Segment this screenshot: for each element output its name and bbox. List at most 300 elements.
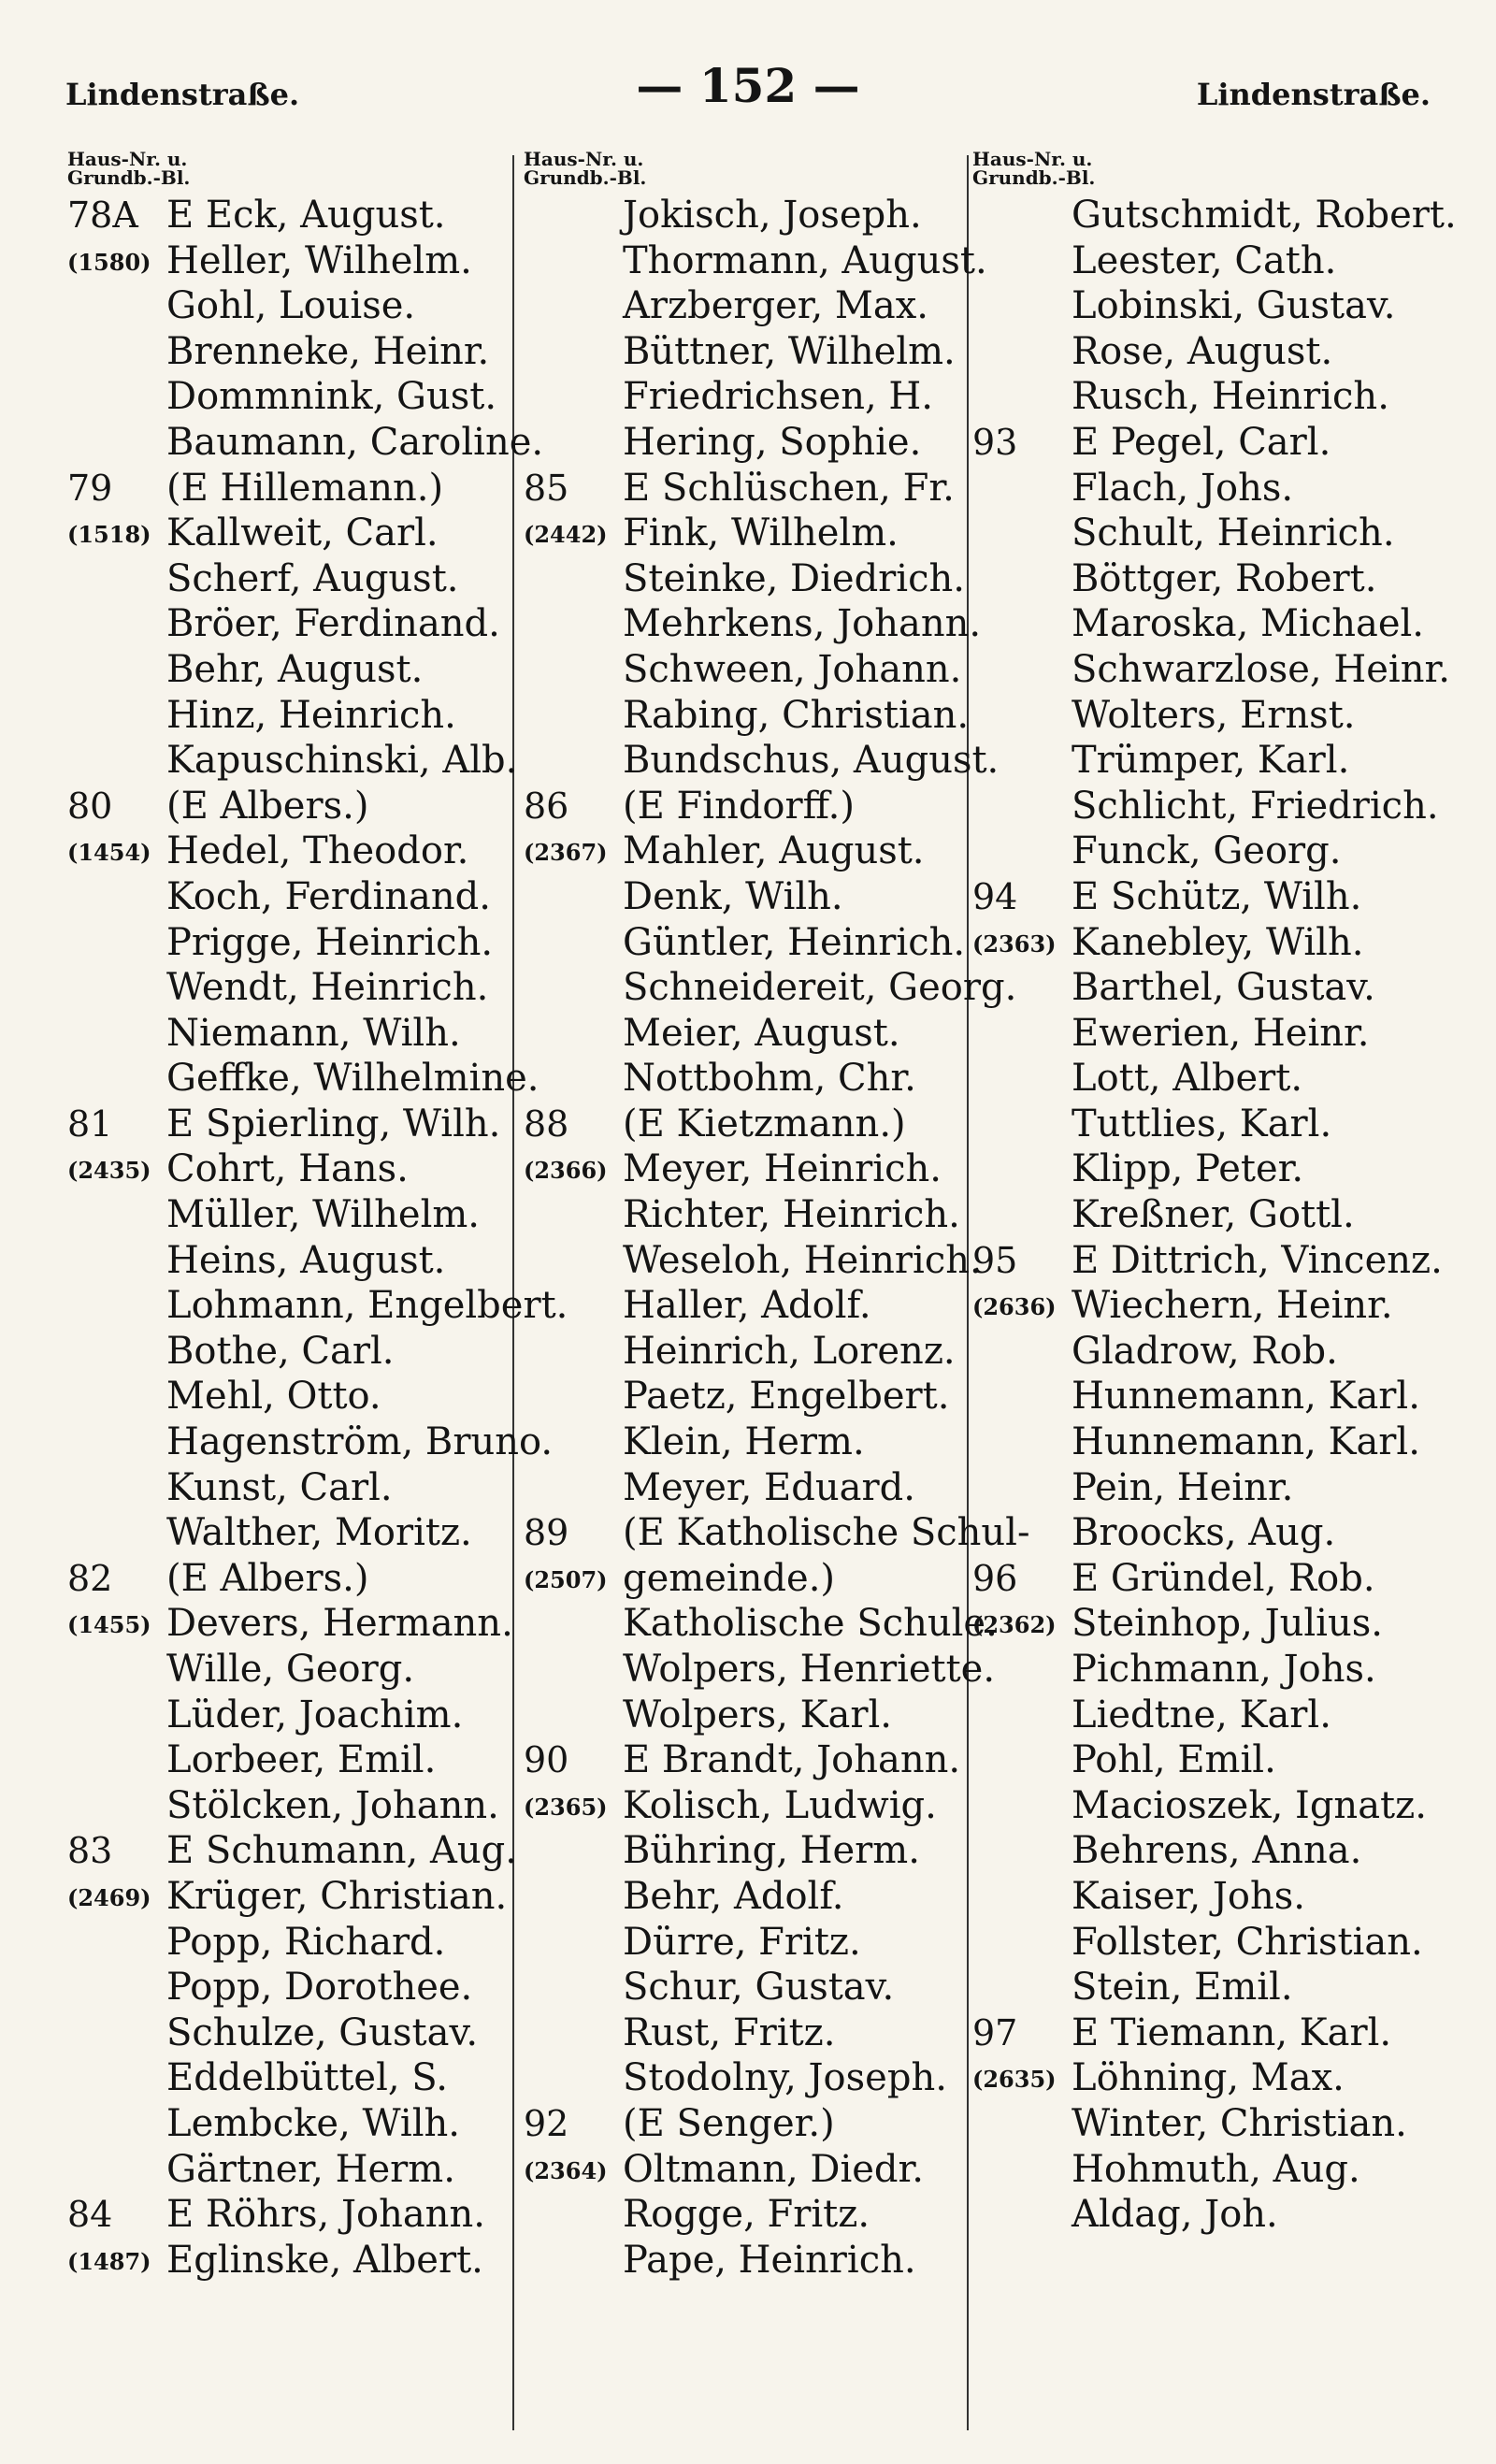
resident-name: Prigge, Heinrich. <box>166 920 494 964</box>
directory-line <box>524 466 972 512</box>
directory-line <box>972 1601 1431 1647</box>
entry-list <box>972 193 1457 2238</box>
house-number: 86 <box>524 785 569 827</box>
directory-line <box>524 1419 972 1465</box>
resident-name: Stodolny, Joseph. <box>623 2056 947 2100</box>
house-number: 78A <box>67 195 138 236</box>
directory-line <box>524 329 972 375</box>
running-head-right: Lindenstraße. <box>1196 77 1431 112</box>
resident-name: Steinke, Diedrich. <box>623 556 965 600</box>
directory-line <box>67 784 516 829</box>
resident-name: Wendt, Heinrich. <box>166 966 489 1010</box>
resident-name: Popp, Richard. <box>166 1920 446 1964</box>
resident-name: Pape, Heinrich. <box>623 2238 916 2282</box>
directory-line <box>67 2010 516 2056</box>
directory-line <box>524 2147 972 2193</box>
grundbuch-number: (2635) <box>972 2066 1057 2094</box>
directory-line <box>972 2055 1431 2101</box>
directory-line <box>524 874 972 920</box>
directory-line <box>67 329 516 375</box>
directory-line <box>972 420 1431 466</box>
directory-line <box>524 1510 1030 1556</box>
directory-line <box>67 738 516 784</box>
directory-line <box>972 647 1450 693</box>
directory-line <box>524 1556 972 1602</box>
resident-name: Müller, Wilhelm. <box>166 1193 480 1237</box>
house-number: 93 <box>972 421 1018 463</box>
house-number: 96 <box>972 1557 1018 1599</box>
resident-name: E Schumann, Aug. <box>166 1829 517 1873</box>
resident-name: Schneidereit, Georg. <box>623 966 1017 1010</box>
directory-line <box>972 238 1431 284</box>
resident-name: Tuttlies, Karl. <box>1072 1102 1332 1146</box>
column-header-line: Grundb.-Bl. <box>524 166 647 189</box>
directory-line <box>972 2192 1431 2238</box>
grundbuch-number: (2636) <box>972 1293 1057 1321</box>
resident-name: Ewerien, Heinr. <box>1072 1011 1370 1055</box>
directory-line <box>524 1011 972 1057</box>
resident-name: Dürre, Fritz. <box>623 1920 861 1964</box>
directory-line <box>972 1783 1431 1829</box>
resident-name: Kapuschinski, Alb. <box>166 739 518 783</box>
directory-line <box>524 556 972 602</box>
column-header-line: Haus-Nr. u. <box>524 148 644 170</box>
resident-name: Güntler, Heinrich. <box>623 920 966 964</box>
directory-line <box>524 283 972 329</box>
directory-line <box>972 1374 1431 1419</box>
resident-name: Baumann, Caroline. <box>166 420 544 464</box>
directory-line <box>67 511 516 556</box>
grundbuch-number: (2364) <box>524 2156 608 2184</box>
resident-name: Hohmuth, Aug. <box>1072 2147 1360 2191</box>
directory-line <box>972 1192 1431 1238</box>
resident-name: Gladrow, Rob. <box>1072 1329 1338 1373</box>
directory-line <box>524 2192 972 2238</box>
directory-line <box>972 693 1431 739</box>
directory-line <box>67 1238 516 1284</box>
house-number: 97 <box>972 2011 1018 2053</box>
directory-line <box>67 693 516 739</box>
directory-line <box>67 2238 516 2284</box>
resident-name: Nottbohm, Chr. <box>623 1057 916 1101</box>
resident-name: Friedrichsen, H. <box>623 375 934 419</box>
directory-line <box>972 829 1431 874</box>
running-head-left: Lindenstraße. <box>65 77 300 112</box>
resident-name: Arzberger, Max. <box>623 284 928 328</box>
directory-line <box>972 1965 1431 2010</box>
resident-name: Bundschus, August. <box>623 739 1000 783</box>
directory-line <box>67 283 516 329</box>
house-number: 90 <box>524 1739 569 1781</box>
resident-name: Richter, Heinrich. <box>623 1193 960 1237</box>
house-number: 81 <box>67 1102 113 1145</box>
column-header-line: Haus-Nr. u. <box>972 148 1093 170</box>
grundbuch-number: (1455) <box>67 1611 151 1639</box>
resident-name: Cohrt, Hans. <box>166 1147 409 1191</box>
resident-name: Mahler, August. <box>623 829 925 873</box>
house-number: 80 <box>67 785 113 827</box>
resident-name: (E Kietzmann.) <box>623 1102 906 1146</box>
grundbuch-number: (1580) <box>67 248 151 276</box>
directory-line <box>67 1693 516 1738</box>
resident-name: Kanebley, Wilh. <box>1072 920 1364 964</box>
resident-name: Trümper, Karl. <box>1072 739 1350 783</box>
resident-name: Rusch, Heinrich. <box>1072 375 1389 419</box>
directory-line <box>972 1056 1431 1102</box>
resident-name: Pein, Heinr. <box>1072 1465 1294 1509</box>
resident-name: Brenneke, Heinr. <box>166 329 490 373</box>
directory-line <box>67 2192 516 2238</box>
grundbuch-number: (2366) <box>524 1157 608 1185</box>
resident-name: Weseloh, Heinrich. <box>623 1238 982 1282</box>
directory-line <box>972 1510 1431 1556</box>
resident-name: Bühring, Herm. <box>623 1829 920 1873</box>
resident-name: Katholische Schule. <box>623 1602 998 1646</box>
directory-line <box>67 1783 516 1829</box>
resident-name: Liedtne, Karl. <box>1072 1693 1331 1736</box>
column-header-line: Haus-Nr. u. <box>67 148 188 170</box>
resident-name: Dommnink, Gust. <box>166 375 497 419</box>
resident-name: Thormann, August. <box>623 238 987 282</box>
resident-name: Krüger, Christian. <box>166 1874 508 1918</box>
resident-name: E Tiemann, Karl. <box>1072 2010 1392 2054</box>
directory-line <box>524 2238 972 2284</box>
resident-name: Lott, Albert. <box>1072 1057 1303 1101</box>
directory-line <box>972 1556 1431 1602</box>
directory-line <box>524 1828 972 1874</box>
directory-line <box>67 1647 516 1693</box>
column-header <box>972 150 1431 193</box>
resident-name: Aldag, Joh. <box>1072 2193 1278 2237</box>
directory-line <box>524 2010 972 2056</box>
page-number: — 152 — <box>636 58 860 113</box>
directory-line <box>524 1329 972 1375</box>
resident-name: Gohl, Louise. <box>166 284 416 328</box>
directory-line <box>524 1192 972 1238</box>
directory-line <box>524 965 1017 1011</box>
directory-line <box>524 1874 972 1920</box>
directory-line <box>67 466 516 512</box>
resident-name: E Röhrs, Johann. <box>166 2193 485 2237</box>
directory-line <box>524 1465 972 1511</box>
resident-name: Koch, Ferdinand. <box>166 874 491 918</box>
directory-line <box>67 556 516 602</box>
directory-line <box>972 193 1457 238</box>
directory-line <box>67 920 516 966</box>
directory-line <box>67 1011 516 1057</box>
directory-line <box>67 2147 516 2193</box>
directory-line <box>524 1056 972 1102</box>
resident-name: Funck, Georg. <box>1072 829 1342 873</box>
directory-line <box>972 1102 1431 1147</box>
directory-line <box>524 1920 972 1966</box>
directory-line <box>524 1283 972 1329</box>
resident-name: Rust, Fritz. <box>623 2010 836 2054</box>
resident-name: Geffke, Wilhelmine. <box>166 1057 539 1101</box>
resident-name: E Gründel, Rob. <box>1072 1556 1375 1600</box>
directory-line <box>67 1056 539 1102</box>
directory-line <box>524 511 972 556</box>
resident-name: Pohl, Emil. <box>1072 1738 1276 1782</box>
grundbuch-number: (1518) <box>67 521 151 549</box>
directory-line <box>972 374 1431 420</box>
resident-name: (E Findorff.) <box>623 784 855 828</box>
resident-name: Lüder, Joachim. <box>166 1693 464 1736</box>
directory-line <box>67 1601 516 1647</box>
resident-name: Rabing, Christian. <box>623 693 970 737</box>
resident-name: Fink, Wilhelm. <box>623 512 899 555</box>
resident-name: Paetz, Engelbert. <box>623 1375 950 1419</box>
resident-name: Eglinske, Albert. <box>166 2238 483 2282</box>
column-header <box>524 150 972 193</box>
resident-name: Wolpers, Henriette. <box>623 1648 996 1691</box>
directory-line <box>972 738 1431 784</box>
directory-line <box>67 1374 516 1419</box>
page-header <box>65 58 1431 123</box>
resident-name: Scherf, August. <box>166 556 459 600</box>
resident-name: Lobinski, Gustav. <box>1072 284 1396 328</box>
directory-line <box>972 784 1439 829</box>
directory-line <box>524 374 972 420</box>
directory-line <box>67 1146 516 1192</box>
directory-line <box>67 1419 554 1465</box>
directory-line <box>972 1737 1431 1783</box>
resident-name: Bothe, Carl. <box>166 1329 395 1373</box>
directory-line <box>524 784 972 829</box>
resident-name: Heller, Wilhelm. <box>166 238 472 282</box>
grundbuch-number: (2469) <box>67 1883 151 1911</box>
directory-line <box>524 1146 972 1192</box>
resident-name: Pichmann, Johs. <box>1072 1648 1376 1691</box>
directory-line <box>972 1828 1431 1874</box>
directory-line <box>972 920 1431 966</box>
resident-name: Behrens, Anna. <box>1072 1829 1362 1873</box>
house-number: 85 <box>524 467 569 509</box>
directory-line <box>524 1737 972 1783</box>
resident-name: Meier, August. <box>623 1011 900 1055</box>
directory-line <box>972 511 1431 556</box>
directory-line <box>972 1465 1431 1511</box>
resident-name: E Eck, August. <box>166 194 446 237</box>
resident-name: E Schlüschen, Fr. <box>623 466 955 510</box>
directory-column-3 <box>972 148 1457 2238</box>
directory-line <box>972 1238 1443 1284</box>
directory-line <box>524 238 987 284</box>
resident-name: (E Senger.) <box>623 2101 835 2145</box>
resident-name: Meyer, Eduard. <box>623 1465 915 1509</box>
resident-name: Büttner, Wilhelm. <box>623 329 956 373</box>
resident-name: Lembcke, Wilh. <box>166 2101 460 2145</box>
directory-line <box>972 1693 1431 1738</box>
directory-line <box>524 693 972 739</box>
directory-line <box>524 1783 972 1829</box>
house-number: 84 <box>67 2194 113 2236</box>
resident-name: Kaiser, Johs. <box>1072 1874 1305 1918</box>
grundbuch-number: (2363) <box>972 929 1057 958</box>
column-header-line: Grundb.-Bl. <box>972 166 1096 189</box>
resident-name: (E Hillemann.) <box>166 466 444 510</box>
resident-name: Wolters, Ernst. <box>1072 693 1356 737</box>
resident-name: Follster, Christian. <box>1072 1920 1423 1964</box>
directory-line <box>524 2101 972 2147</box>
directory-line <box>524 920 972 966</box>
resident-name: Macioszek, Ignatz. <box>1072 1783 1427 1827</box>
directory-line <box>524 1102 972 1147</box>
grundbuch-number: (1487) <box>67 2247 151 2275</box>
directory-line <box>972 1146 1431 1192</box>
resident-name: Schlicht, Friedrich. <box>1072 784 1439 828</box>
resident-name: Wille, Georg. <box>166 1648 415 1691</box>
resident-name: Schur, Gustav. <box>623 1966 895 2010</box>
resident-name: Popp, Dorothee. <box>166 1966 473 2010</box>
resident-name: Klipp, Peter. <box>1072 1147 1304 1191</box>
resident-name: Maroska, Michael. <box>1072 602 1424 646</box>
resident-name: Kreßner, Gottl. <box>1072 1193 1355 1237</box>
resident-name: Schween, Johann. <box>623 647 962 691</box>
resident-name: Gutschmidt, Robert. <box>1072 194 1457 237</box>
resident-name: Hunnemann, Karl. <box>1072 1420 1420 1464</box>
directory-line <box>972 1011 1431 1057</box>
directory-line <box>972 1647 1431 1693</box>
directory-line <box>524 1374 972 1419</box>
grundbuch-number: (1454) <box>67 839 151 867</box>
directory-line <box>972 1419 1431 1465</box>
directory-line <box>972 2101 1431 2147</box>
resident-name: E Schütz, Wilh. <box>1072 874 1362 918</box>
directory-line <box>972 466 1431 512</box>
resident-name: Broocks, Aug. <box>1072 1511 1336 1555</box>
directory-line <box>972 1920 1431 1966</box>
directory-line <box>67 1737 516 1783</box>
directory-line <box>524 601 982 647</box>
resident-name: Kolisch, Ludwig. <box>623 1783 937 1827</box>
directory-line <box>524 1238 982 1284</box>
directory-line <box>972 1329 1431 1375</box>
resident-name: Meyer, Heinrich. <box>623 1147 942 1191</box>
directory-line <box>67 1556 516 1602</box>
resident-name: Denk, Wilh. <box>623 874 843 918</box>
house-number: 83 <box>67 1830 113 1872</box>
grundbuch-number: (2435) <box>67 1157 151 1185</box>
resident-name: (E Albers.) <box>166 1556 369 1600</box>
resident-name: Schulze, Gustav. <box>166 2010 479 2054</box>
resident-name: E Brandt, Johann. <box>623 1738 961 1782</box>
directory-line <box>67 1329 516 1375</box>
directory-line <box>524 2055 972 2101</box>
directory-line <box>524 738 1000 784</box>
directory-line <box>972 556 1431 602</box>
resident-name: Winter, Christian. <box>1072 2101 1407 2145</box>
directory-line <box>972 874 1431 920</box>
resident-name: Rose, August. <box>1072 329 1333 373</box>
resident-name: Lohmann, Engelbert. <box>166 1284 568 1328</box>
grundbuch-number: (2507) <box>524 1565 608 1593</box>
resident-name: Niemann, Wilh. <box>166 1011 461 1055</box>
resident-name: (E Albers.) <box>166 784 369 828</box>
grundbuch-number: (2367) <box>524 839 608 867</box>
directory-line <box>972 2147 1431 2193</box>
directory-line <box>524 1601 998 1647</box>
directory-line <box>972 2010 1431 2056</box>
resident-name: Bröer, Ferdinand. <box>166 602 500 646</box>
resident-name: Heinrich, Lorenz. <box>623 1329 956 1373</box>
directory-line <box>67 601 516 647</box>
resident-name: Böttger, Robert. <box>1072 556 1377 600</box>
resident-name: Mehrkens, Johann. <box>623 602 982 646</box>
resident-name: Stölcken, Johann. <box>166 1783 499 1827</box>
directory-line <box>67 1283 568 1329</box>
grundbuch-number: (2362) <box>972 1611 1057 1639</box>
house-number: 79 <box>67 467 113 509</box>
resident-name: Behr, Adolf. <box>623 1874 844 1918</box>
directory-line <box>972 329 1431 375</box>
directory-line <box>524 1965 972 2010</box>
resident-name: Walther, Moritz. <box>166 1511 472 1555</box>
directory-line <box>67 1192 516 1238</box>
resident-name: E Spierling, Wilh. <box>166 1102 501 1146</box>
directory-line <box>67 374 516 420</box>
directory-line <box>67 1465 516 1511</box>
directory-line <box>67 1510 516 1556</box>
resident-name: Schwarzlose, Heinr. <box>1072 647 1450 691</box>
resident-name: Gärtner, Herm. <box>166 2147 455 2191</box>
directory-line <box>67 2101 516 2147</box>
directory-line <box>524 829 972 874</box>
resident-name: Heins, August. <box>166 1238 446 1282</box>
directory-line <box>972 965 1431 1011</box>
directory-line <box>524 1693 972 1738</box>
house-number: 88 <box>524 1102 569 1145</box>
resident-name: Jokisch, Joseph. <box>623 194 922 237</box>
house-number: 89 <box>524 1512 569 1554</box>
resident-name: Hunnemann, Karl. <box>1072 1375 1420 1419</box>
house-number: 82 <box>67 1557 113 1599</box>
resident-name: Mehl, Otto. <box>166 1375 381 1419</box>
directory-line <box>67 193 516 238</box>
resident-name: Klein, Herm. <box>623 1420 865 1464</box>
directory-line <box>67 1828 516 1874</box>
directory-line <box>67 1874 516 1920</box>
directory-line <box>67 829 516 874</box>
resident-name: Wiechern, Heinr. <box>1072 1284 1393 1328</box>
directory-line <box>67 647 516 693</box>
directory-line <box>67 874 516 920</box>
resident-name: Devers, Hermann. <box>166 1602 513 1646</box>
resident-name: Lorbeer, Emil. <box>166 1738 437 1782</box>
directory-line <box>524 193 972 238</box>
directory-line <box>67 1920 516 1966</box>
house-number: 94 <box>972 875 1018 917</box>
resident-name: Hagenström, Bruno. <box>166 1420 554 1464</box>
resident-name: E Pegel, Carl. <box>1072 420 1331 464</box>
directory-line <box>972 1283 1431 1329</box>
resident-name: Leester, Cath. <box>1072 238 1337 282</box>
directory-line <box>972 601 1431 647</box>
resident-name: E Dittrich, Vincenz. <box>1072 1238 1443 1282</box>
resident-name: Rogge, Fritz. <box>623 2193 870 2237</box>
directory-line <box>972 1874 1431 1920</box>
resident-name: Hinz, Heinrich. <box>166 693 456 737</box>
resident-name: Flach, Johs. <box>1072 466 1294 510</box>
resident-name: (E Katholische Schul- <box>623 1511 1030 1555</box>
resident-name: Kunst, Carl. <box>166 1465 393 1509</box>
directory-line <box>67 1965 516 2010</box>
resident-name: Löhning, Max. <box>1072 2056 1345 2100</box>
directory-line <box>972 283 1431 329</box>
directory-line <box>524 647 972 693</box>
resident-name: Schult, Heinrich. <box>1072 512 1395 555</box>
resident-name: Stein, Emil. <box>1072 1966 1293 2010</box>
